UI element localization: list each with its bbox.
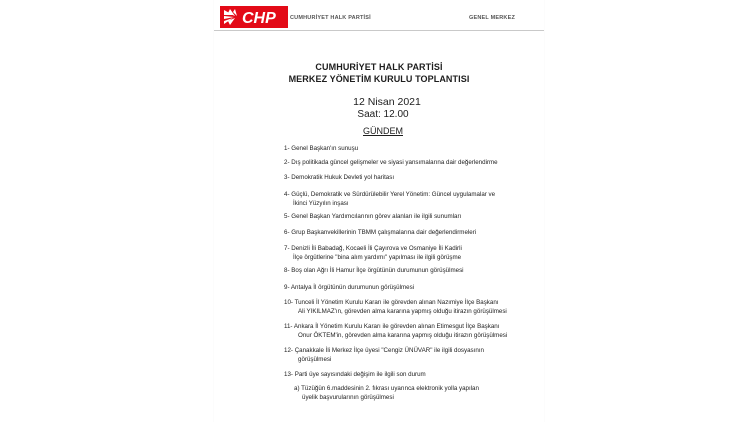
agenda-item-text-cont: görüşülmesi <box>298 356 332 364</box>
meeting-date: 12 Nisan 2021 <box>353 96 421 108</box>
agenda-item-8 <box>284 266 546 275</box>
agenda-item-text: Güçlü, Demokratik ve Sürdürülebilir Yerel Yönetim: Güncel uygulamalar ve <box>291 191 496 198</box>
agenda-item-number: 3- <box>284 174 290 181</box>
agenda-item-10 <box>284 298 546 316</box>
agenda-item-2 <box>284 158 546 167</box>
agenda-item-text: Denizli İli Babadağ, Kocaeli İli Çayırova ve Osmaniye İli Kadirli <box>291 245 462 252</box>
document-subtitle: MERKEZ YÖNETİM KURULU TOPLANTISI <box>288 74 470 84</box>
agenda-item-13 <box>284 370 546 379</box>
agenda-item-text: Çanakkale İli Merkez İlçe üyesi "Cengiz ÜNÜVAR" ile ilgili dosyasının <box>294 347 484 354</box>
agenda-item-text: Grup Başkanvekillerinin TBMM çalışmalarına dair değerlendirmeleri <box>291 229 477 236</box>
agenda-item-text: Demokratik Hukuk Devleti yol haritası <box>291 174 395 181</box>
agenda-item-number: 11- <box>284 323 293 330</box>
agenda-item-number: 8- <box>284 267 290 274</box>
agenda-item-text-cont: İkinci Yüzyılın inşası <box>293 200 349 208</box>
agenda-item-text-cont: Ali YIKILMAZ'ın, görevden alma kararına yapmış olduğu itirazın görüşülmesi <box>298 308 507 316</box>
agenda-heading: GÜNDEM <box>363 126 403 136</box>
agenda-subitem-text-cont: üyelik başvurularının görüşülmesi <box>302 394 394 402</box>
agenda-item-number: 6- <box>284 229 290 236</box>
agenda-subitem-a <box>294 384 556 402</box>
agenda-item-4 <box>284 190 546 208</box>
agenda-item-text-cont: Onur ÖKTEM'in, görevden alma kararına yapmış olduğu itirazın görüşülmesi <box>298 332 508 340</box>
agenda-item-number: 12- <box>284 347 293 354</box>
letterhead-unit: GENEL MERKEZ <box>469 15 515 21</box>
agenda-item-number: 7- <box>284 245 290 252</box>
agenda-item-number: 1- <box>284 145 290 152</box>
agenda-item-number: 9- <box>284 284 290 291</box>
agenda-item-text: Ankara İl Yönetim Kurulu Kararı ile görevden alınan Etimesgut İlçe Başkanı <box>293 323 500 330</box>
meeting-time: Saat: 12.00 <box>357 109 409 120</box>
agenda-subitem-text: Tüzüğün 6.maddesinin 2. fıkrası uyarınca elektronik yolla yapılan <box>301 385 479 392</box>
agenda-subitem-label: a) <box>294 385 300 392</box>
agenda-item-12 <box>284 346 546 364</box>
agenda-item-text: Dış politikada güncel gelişmeler ve siyasi yansımalarına dair değerlendirme <box>291 159 498 166</box>
agenda-item-number: 2- <box>284 159 290 166</box>
agenda-item-text: Antalya İl örgütünün durumunun görüşülmesi <box>290 284 415 291</box>
agenda-item-11 <box>284 322 546 340</box>
agenda-item-number: 4- <box>284 191 290 198</box>
agenda-item-6 <box>284 228 546 237</box>
agenda-item-number: 5- <box>284 213 290 220</box>
agenda-item-9 <box>284 283 546 292</box>
letterhead-divider <box>214 30 544 31</box>
chp-logo <box>220 6 288 28</box>
document-title: CUMHURİYET HALK PARTİSİ <box>315 62 443 72</box>
agenda-item-text-cont: İlçe örgütlerine "bina alım yardımı" yapılması ile ilgili görüşme <box>293 254 462 262</box>
agenda-item-7 <box>284 244 546 262</box>
letterhead-party-name: CUMHURİYET HALK PARTİSİ <box>290 15 371 21</box>
agenda-item-text: Genel Başkan Yardımcılarının görev alanları ile ilgili sunumları <box>291 213 462 220</box>
agenda-item-text: Parti üye sayısındaki değişim ile ilgili son durum <box>294 371 426 378</box>
agenda-item-3 <box>284 173 546 182</box>
logo-text: CHP <box>242 10 276 27</box>
agenda-item-text: Tunceli İl Yönetim Kurulu Kararı ile görevden alınan Nazımiye İlçe Başkanı <box>294 299 499 306</box>
agenda-item-text: Boş olan Ağrı İli Hamur İlçe örgütünün durumunun görüşülmesi <box>291 267 464 274</box>
agenda-item-number: 13- <box>284 371 293 378</box>
agenda-item-number: 10- <box>284 299 293 306</box>
agenda-item-text: Genel Başkan'ın sunuşu <box>291 145 359 152</box>
agenda-item-5 <box>284 212 546 221</box>
agenda-item-1 <box>284 144 546 153</box>
